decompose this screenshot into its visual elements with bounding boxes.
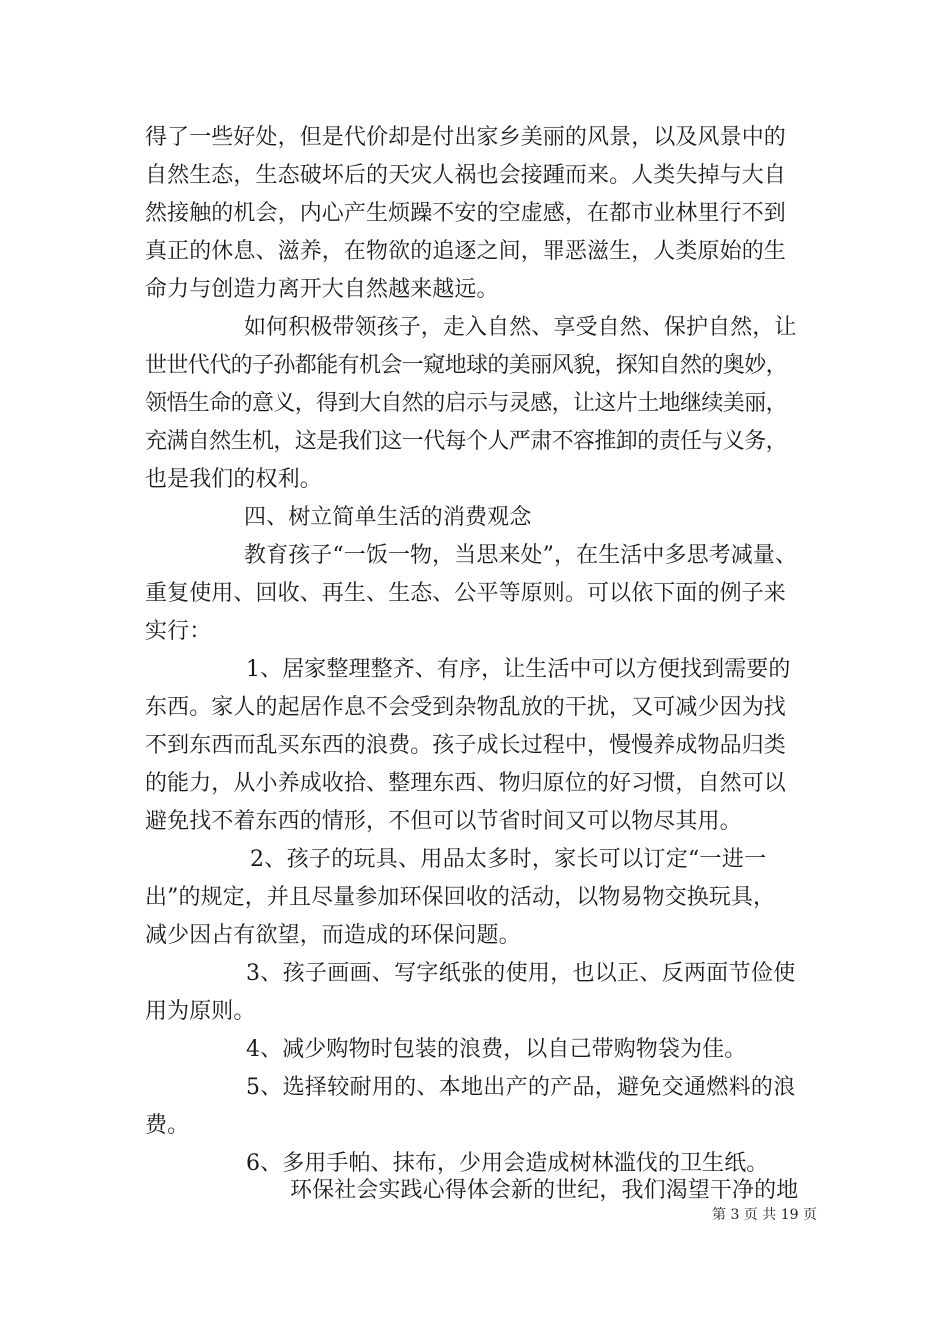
text-line: 减少因占有欲望，而造成的环保问题。	[145, 923, 521, 948]
text-line: 如何积极带领孩子，走入自然、享受自然、保护自然，让	[244, 315, 797, 340]
text-line: 然接触的机会，内心产生烦躁不安的空虚感，在都市业林里行不到	[145, 201, 786, 226]
text-line: 的能力，从小养成收拾、整理东西、物归原位的好习惯，自然可以	[145, 771, 786, 796]
text-line: 得了一些好处，但是代价却是付出家乡美丽的风景，以及风景中的	[145, 125, 786, 150]
text-line: 充满自然生机，这是我们这一代每个人严肃不容推卸的责任与义务，	[145, 429, 788, 454]
text-line: 教育孩子“一饭一物，当思来处”，在生活中多思考减量、	[244, 543, 798, 568]
text-line: 东西。家人的起居作息不会受到杂物乱放的干扰，又可减少因为找	[145, 695, 786, 720]
page-footer: 第 3 页 共 19 页	[712, 1207, 817, 1223]
text-line: 也是我们的权利。	[145, 467, 322, 492]
text-line: 真正的休息、滋养，在物欲的追逐之间，罪恶滋生，人类原始的生	[145, 239, 786, 264]
text-line: 避免找不着东西的情形，不但可以节省时间又可以物尽其用。	[145, 809, 742, 834]
text-line: 2、孩子的玩具、用品太多时，家长可以订定“一进一	[250, 847, 767, 872]
text-line: 6、多用手帕、抹布，少用会造成树林滥伐的卫生纸。	[246, 1151, 769, 1176]
text-line: 3、孩子画画、写字纸张的使用，也以正、反两面节俭使	[246, 961, 796, 986]
text-line: 自然生态，生态破坏后的天灾人祸也会接踵而来。人类失掉与大自	[145, 163, 786, 188]
text-line: 1、居家整理整齐、有序，让生活中可以方便找到需要的	[246, 657, 791, 682]
text-line: 出”的规定，并且尽量参加环保回收的活动，以物易物交换玩具，	[145, 885, 776, 910]
text-line: 5、选择较耐用的、本地出产的产品，避免交通燃料的浪	[246, 1075, 796, 1100]
text-line: 实行：	[145, 619, 212, 644]
text-line: 费。	[145, 1113, 190, 1138]
text-line: 世世代代的子孙都能有机会一窥地球的美丽风貌，探知自然的奥妙，	[145, 353, 788, 378]
text-line: 环保社会实践心得体会新的世纪，我们渴望干净的地	[290, 1178, 799, 1203]
text-line: 用为原则。	[145, 999, 256, 1024]
text-line: 命力与创造力离开大自然越来越远。	[145, 277, 499, 302]
text-line: 不到东西而乱买东西的浪费。孩子成长过程中，慢慢养成物品归类	[145, 733, 786, 758]
text-line: 重复使用、回收、再生、生态、公平等原则。可以依下面的例子来	[145, 581, 786, 606]
text-line: 四、树立简单生活的消费观念	[244, 505, 532, 530]
text-line: 领悟生命的意义，得到大自然的启示与灵感，让这片土地继续美丽，	[145, 391, 788, 416]
text-line: 4、减少购物时包装的浪费，以自己带购物袋为佳。	[246, 1037, 747, 1062]
